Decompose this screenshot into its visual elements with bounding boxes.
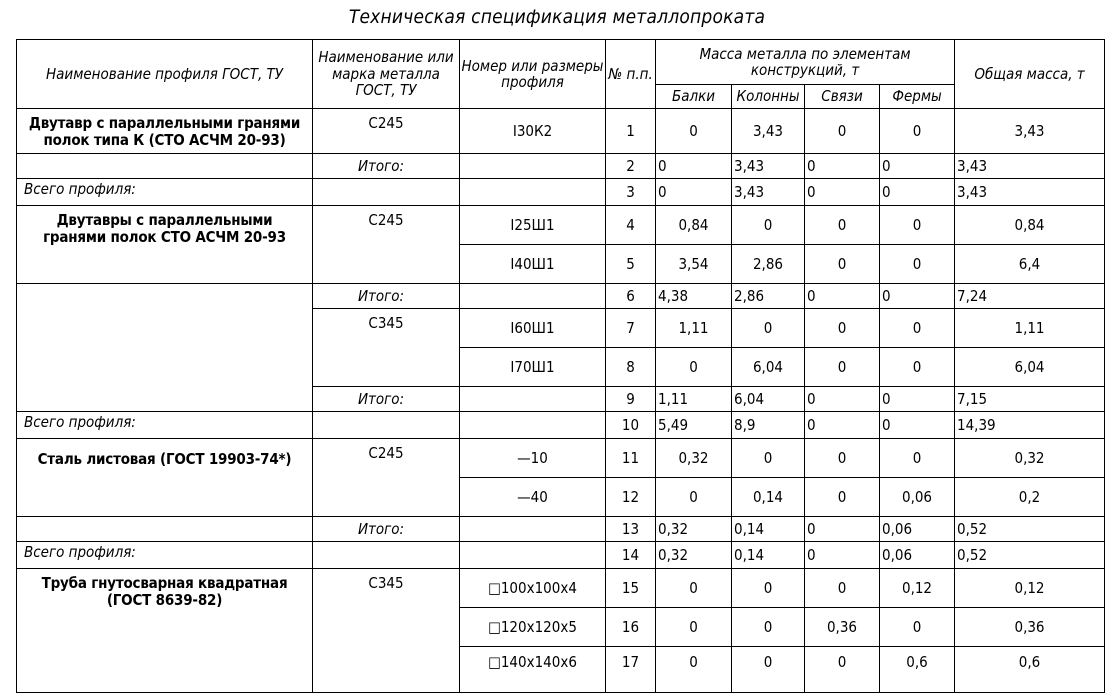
table-row — [17, 109, 1105, 154]
total-value: 0,6 — [955, 647, 1105, 693]
braces-value: 0 — [805, 517, 880, 542]
profile-name: Двутавры с параллельными гранями полок СТО АСЧМ 20-93 — [17, 206, 313, 284]
profile-size: □120х120х5 — [460, 608, 606, 647]
table-row — [17, 154, 1105, 179]
profile-size: □100х100х4 — [460, 569, 606, 608]
columns-value: 2,86 — [732, 284, 805, 309]
braces-value: 0 — [805, 348, 880, 387]
braces-value: 0 — [805, 569, 880, 608]
table-row — [17, 569, 1105, 608]
header-mass-by-elements: Масса металла по элементам конструкций, т — [656, 40, 955, 85]
beams-value: 0,32 — [656, 439, 732, 478]
header-number: № п.п. — [606, 40, 656, 109]
columns-value: 0 — [732, 608, 805, 647]
total-value: 7,15 — [955, 387, 1105, 412]
subtotal-label: Итого: — [313, 517, 460, 542]
steel-grade: С245 — [313, 206, 460, 284]
table-row — [17, 439, 1105, 478]
total-value: 6,4 — [955, 245, 1105, 284]
braces-value: 0 — [805, 387, 880, 412]
total-value: 0,84 — [955, 206, 1105, 245]
total-value: 0,2 — [955, 478, 1105, 517]
total-value: 1,11 — [955, 309, 1105, 348]
beams-value: 0,32 — [656, 542, 732, 569]
row-number: 4 — [606, 206, 656, 245]
header-grade: Наименование или марка металла ГОСТ, ТУ — [313, 40, 460, 109]
columns-value: 0,14 — [732, 517, 805, 542]
header-columns: Колонны — [732, 85, 805, 109]
total-value: 0,52 — [955, 517, 1105, 542]
braces-value: 0 — [805, 206, 880, 245]
trusses-value: 0 — [880, 154, 955, 179]
row-number: 5 — [606, 245, 656, 284]
header-profile: Наименование профиля ГОСТ, ТУ — [17, 40, 313, 109]
row-number: 12 — [606, 478, 656, 517]
beams-value: 5,49 — [656, 412, 732, 439]
total-value: 0,36 — [955, 608, 1105, 647]
braces-value: 0 — [805, 154, 880, 179]
columns-value: 3,43 — [732, 154, 805, 179]
columns-value: 6,04 — [732, 387, 805, 412]
total-value: 3,43 — [955, 109, 1105, 154]
trusses-value: 0,06 — [880, 517, 955, 542]
row-number: 11 — [606, 439, 656, 478]
braces-value: 0 — [805, 439, 880, 478]
profile-size: Ⅰ70Ш1 — [460, 348, 606, 387]
braces-value: 0 — [805, 109, 880, 154]
steel-grade: С345 — [313, 309, 460, 387]
row-number: 8 — [606, 348, 656, 387]
header-braces: Связи — [805, 85, 880, 109]
braces-value: 0 — [805, 309, 880, 348]
steel-grade: С245 — [313, 109, 460, 154]
total-value: 0,12 — [955, 569, 1105, 608]
table-row — [17, 412, 1105, 439]
row-number: 7 — [606, 309, 656, 348]
beams-value: 0 — [656, 154, 732, 179]
row-number: 3 — [606, 179, 656, 206]
row-number: 15 — [606, 569, 656, 608]
beams-value: 0 — [656, 569, 732, 608]
trusses-value: 0,06 — [880, 542, 955, 569]
profile-size: Ⅰ30К2 — [460, 109, 606, 154]
columns-value: 0,14 — [732, 478, 805, 517]
trusses-value: 0 — [880, 412, 955, 439]
trusses-value: 0 — [880, 245, 955, 284]
total-value: 3,43 — [955, 179, 1105, 206]
subtotal-label: Итого: — [313, 387, 460, 412]
header-beams: Балки — [656, 85, 732, 109]
trusses-value: 0 — [880, 439, 955, 478]
beams-value: 1,11 — [656, 387, 732, 412]
columns-value: 0 — [732, 206, 805, 245]
trusses-value: 0 — [880, 206, 955, 245]
total-value: 7,24 — [955, 284, 1105, 309]
braces-value: 0,36 — [805, 608, 880, 647]
row-number: 14 — [606, 542, 656, 569]
profile-name: Сталь листовая (ГОСТ 19903-74*) — [17, 439, 313, 517]
table-row — [17, 309, 1105, 348]
header-trusses: Фермы — [880, 85, 955, 109]
beams-value: 0 — [656, 647, 732, 693]
trusses-value: 0 — [880, 109, 955, 154]
beams-value: 0 — [656, 179, 732, 206]
columns-value: 0 — [732, 309, 805, 348]
columns-value: 2,86 — [732, 245, 805, 284]
braces-value: 0 — [805, 412, 880, 439]
columns-value: 0,14 — [732, 542, 805, 569]
profile-total-label: Всего профиля: — [17, 412, 313, 439]
total-value: 14,39 — [955, 412, 1105, 439]
total-value: 0,32 — [955, 439, 1105, 478]
beams-value: 4,38 — [656, 284, 732, 309]
braces-value: 0 — [805, 179, 880, 206]
trusses-value: 0 — [880, 608, 955, 647]
trusses-value: 0 — [880, 179, 955, 206]
subtotal-label: Итого: — [313, 154, 460, 179]
profile-total-label: Всего профиля: — [17, 179, 313, 206]
trusses-value: 0 — [880, 387, 955, 412]
columns-value: 3,43 — [732, 109, 805, 154]
row-number: 13 — [606, 517, 656, 542]
profile-size: Ⅰ60Ш1 — [460, 309, 606, 348]
beams-value: 0 — [656, 348, 732, 387]
row-number: 9 — [606, 387, 656, 412]
profile-size: —10 — [460, 439, 606, 478]
braces-value: 0 — [805, 647, 880, 693]
profile-size: —40 — [460, 478, 606, 517]
profile-name: Труба гнутосварная квадратная (ГОСТ 8639-82) — [17, 569, 313, 693]
columns-value: 6,04 — [732, 348, 805, 387]
table-row — [17, 542, 1105, 569]
beams-value: 0 — [656, 608, 732, 647]
beams-value: 0 — [656, 109, 732, 154]
profile-size: □140х140х6 — [460, 647, 606, 693]
header-size: Номер или размеры профиля — [460, 40, 606, 109]
table-row — [17, 206, 1105, 245]
profile-size: Ⅰ25Ш1 — [460, 206, 606, 245]
profile-total-label: Всего профиля: — [17, 542, 313, 569]
trusses-value: 0,06 — [880, 478, 955, 517]
braces-value: 0 — [805, 245, 880, 284]
steel-grade: С245 — [313, 439, 460, 517]
braces-value: 0 — [805, 284, 880, 309]
beams-value: 0 — [656, 478, 732, 517]
braces-value: 0 — [805, 478, 880, 517]
table-row — [17, 387, 1105, 412]
row-number: 16 — [606, 608, 656, 647]
total-value: 6,04 — [955, 348, 1105, 387]
beams-value: 0,32 — [656, 517, 732, 542]
trusses-value: 0 — [880, 348, 955, 387]
trusses-value: 0 — [880, 284, 955, 309]
table-row — [17, 179, 1105, 206]
columns-value: 0 — [732, 569, 805, 608]
specification-table — [16, 39, 1105, 693]
profile-size: Ⅰ40Ш1 — [460, 245, 606, 284]
table-row — [17, 284, 1105, 309]
subtotal-label: Итого: — [313, 284, 460, 309]
trusses-value: 0,12 — [880, 569, 955, 608]
total-value: 0,52 — [955, 542, 1105, 569]
profile-name: Двутавр с параллельными гранями полок типа К (СТО АСЧМ 20-93) — [17, 109, 313, 154]
table-row — [17, 517, 1105, 542]
steel-grade: С345 — [313, 569, 460, 693]
beams-value: 3,54 — [656, 245, 732, 284]
beams-value: 0,84 — [656, 206, 732, 245]
table-row — [17, 348, 1105, 387]
beams-value: 1,11 — [656, 309, 732, 348]
columns-value: 3,43 — [732, 179, 805, 206]
document-title: Техническая спецификация металлопроката — [348, 6, 766, 28]
braces-value: 0 — [805, 542, 880, 569]
columns-value: 0 — [732, 647, 805, 693]
row-number: 17 — [606, 647, 656, 693]
columns-value: 8,9 — [732, 412, 805, 439]
total-value: 3,43 — [955, 154, 1105, 179]
row-number: 6 — [606, 284, 656, 309]
row-number: 2 — [606, 154, 656, 179]
header-total-mass: Общая масса, т — [955, 40, 1105, 109]
trusses-value: 0,6 — [880, 647, 955, 693]
row-number: 1 — [606, 109, 656, 154]
columns-value: 0 — [732, 439, 805, 478]
row-number: 10 — [606, 412, 656, 439]
trusses-value: 0 — [880, 309, 955, 348]
